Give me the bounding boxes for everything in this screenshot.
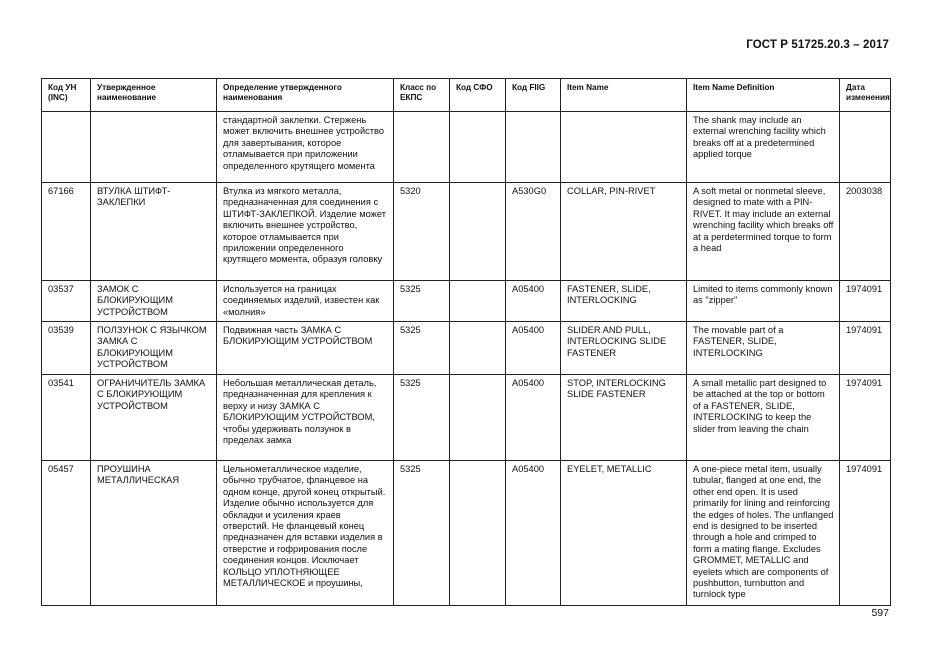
table-row [42, 461, 891, 606]
table-cell-ekps-class [394, 112, 450, 183]
table-cell-fiig-code [506, 112, 561, 183]
table-cell-inc: 03537 [42, 281, 91, 322]
column-header-sfo-code: Код СФО [450, 79, 506, 112]
table-cell-approved-name: ВТУЛКА ШТИФТ-ЗАКЛЕПКИ [91, 183, 217, 281]
table-cell-fiig-code: A05400 [506, 461, 561, 606]
table-cell-item-name: COLLAR, PIN-RIVET [561, 183, 687, 281]
table-cell-definition: Подвижная часть ЗАМКА С БЛОКИРУЮЩИМ УСТРОЙСТВОМ [217, 322, 394, 375]
item-names-table [41, 78, 891, 606]
table-cell-approved-name: ОГРАНИЧИТЕЛЬ ЗАМКА С БЛОКИРУЮЩИМ УСТРОЙСТВОМ [91, 375, 217, 461]
table-cell-inc: 05457 [42, 461, 91, 606]
table-row [42, 112, 891, 183]
column-header-fiig-code: Код FIIG [506, 79, 561, 112]
table-cell-item-name-definition: The movable part of a FASTENER, SLIDE, INTERLOCKING [687, 322, 840, 375]
table-cell-ekps-class: 5325 [394, 322, 450, 375]
table-cell-change-date: 1974091 [840, 461, 891, 606]
table-cell-fiig-code: A05400 [506, 322, 561, 375]
table-cell-definition: Цельнометаллическое изделие, обычно трубчатое, фланцевое на одном конце, другой конец открытый. Изделие обычно используется для обкладки и усиления краев отверстий. Не фланцевый конец предназначен для вставки изделия в отверстие и гофрирования после соединения концов. Исключает КОЛЬЦО УПЛОТНЯЮЩЕЕ МЕТАЛЛИЧЕСКОЕ и проушины, [217, 461, 394, 606]
table-row [42, 322, 891, 375]
table-cell-inc: 03541 [42, 375, 91, 461]
table-row [42, 375, 891, 461]
column-header-item-name: Item Name [561, 79, 687, 112]
table-cell-change-date: 2003038 [840, 183, 891, 281]
table-cell-inc: 67166 [42, 183, 91, 281]
table-cell-ekps-class: 5325 [394, 461, 450, 606]
table-cell-approved-name [91, 112, 217, 183]
table-row [42, 183, 891, 281]
column-header-ekps-class: Класс по ЕКПС [394, 79, 450, 112]
table-cell-inc [42, 112, 91, 183]
table-cell-definition: стандартной заклепки. Стержень может включить внешнее устройство для завертывания, которое отламывается при приложении определенного крутящего момента [217, 112, 394, 183]
table-cell-change-date: 1974091 [840, 281, 891, 322]
table-cell-inc: 03539 [42, 322, 91, 375]
table-cell-sfo-code [450, 375, 506, 461]
table-cell-definition: Используется на границах соединяемых изделий, известен как «молния» [217, 281, 394, 322]
document-standard-number: ГОСТ Р 51725.20.3 – 2017 [746, 39, 889, 51]
column-header-approved-name: Утвержденное наименование [91, 79, 217, 112]
table-cell-sfo-code [450, 281, 506, 322]
table-cell-ekps-class: 5325 [394, 281, 450, 322]
table-cell-ekps-class: 5320 [394, 183, 450, 281]
table-cell-item-name-definition: A one-piece metal item, usually tubular, flanged at one end, the other end open. It is used primarily for lining and reinforcing the edges of holes. The unflanged end is designed to be inserted through a hole and crimped to form a mating flange. Excludes GROMMET, METALLIC and eyelets which are components of pushbutton, turnbutton and turnlock type [687, 461, 840, 606]
table-cell-sfo-code [450, 322, 506, 375]
table-cell-change-date [840, 112, 891, 183]
table-cell-fiig-code: A05400 [506, 281, 561, 322]
table-cell-change-date: 1974091 [840, 322, 891, 375]
table-cell-item-name: EYELET, METALLIC [561, 461, 687, 606]
table-cell-fiig-code: A05400 [506, 375, 561, 461]
table-row [42, 281, 891, 322]
table-cell-item-name: SLIDER AND PULL, INTERLOCKING SLIDE FASTENER [561, 322, 687, 375]
table-cell-ekps-class: 5325 [394, 375, 450, 461]
table-cell-item-name [561, 112, 687, 183]
table-cell-item-name: FASTENER, SLIDE, INTERLOCKING [561, 281, 687, 322]
table-cell-item-name-definition: A small metallic part designed to be attached at the top or bottom of a FASTENER, SLIDE, INTERLOCKING to keep the slider from leaving the chain [687, 375, 840, 461]
table-header-row [42, 79, 891, 112]
table-cell-item-name: STOP, INTERLOCKING SLIDE FASTENER [561, 375, 687, 461]
column-header-change-date: Дата изменения [840, 79, 891, 112]
column-header-item-name-definition: Item Name Definition [687, 79, 840, 112]
table-cell-definition: Небольшая металлическая деталь, предназначенная для крепления к верху и низу ЗАМКА С БЛОКИРУЮЩИМ УСТРОЙСТВОМ, чтобы удерживать ползунок в пределах замка [217, 375, 394, 461]
page-number: 597 [871, 607, 889, 619]
table-cell-definition: Втулка из мягкого металла, предназначенная для соединения с ШТИФТ-ЗАКЛЕПКОЙ. Изделие может включить внешнее устройство, которое отламывается при приложении определенного крутящего момента, образуя головку [217, 183, 394, 281]
table-cell-change-date: 1974091 [840, 375, 891, 461]
table-cell-sfo-code [450, 461, 506, 606]
table-cell-approved-name: ЗАМОК С БЛОКИРУЮЩИМ УСТРОЙСТВОМ [91, 281, 217, 322]
table-cell-approved-name: ПОЛЗУНОК С ЯЗЫЧКОМ ЗАМКА С БЛОКИРУЮЩИМ УСТРОЙСТВОМ [91, 322, 217, 375]
column-header-inc: Код УН (INC) [42, 79, 91, 112]
table-cell-item-name-definition: Limited to items commonly known as "zipper" [687, 281, 840, 322]
column-header-approved-name-definition: Определение утвержденного наименования [217, 79, 394, 112]
table-cell-fiig-code: A530G0 [506, 183, 561, 281]
table-cell-sfo-code [450, 183, 506, 281]
table-cell-sfo-code [450, 112, 506, 183]
table-cell-item-name-definition: The shank may include an external wrenching facility which breaks off at a predetermined applied torque [687, 112, 840, 183]
table-cell-approved-name: ПРОУШИНА МЕТАЛЛИЧЕСКАЯ [91, 461, 217, 606]
table-cell-item-name-definition: A soft metal or nonmetal sleeve, designed to mate with a PIN-RIVET. It may include an external wrenching facility which breaks off at a perdetermined torque to form a head [687, 183, 840, 281]
